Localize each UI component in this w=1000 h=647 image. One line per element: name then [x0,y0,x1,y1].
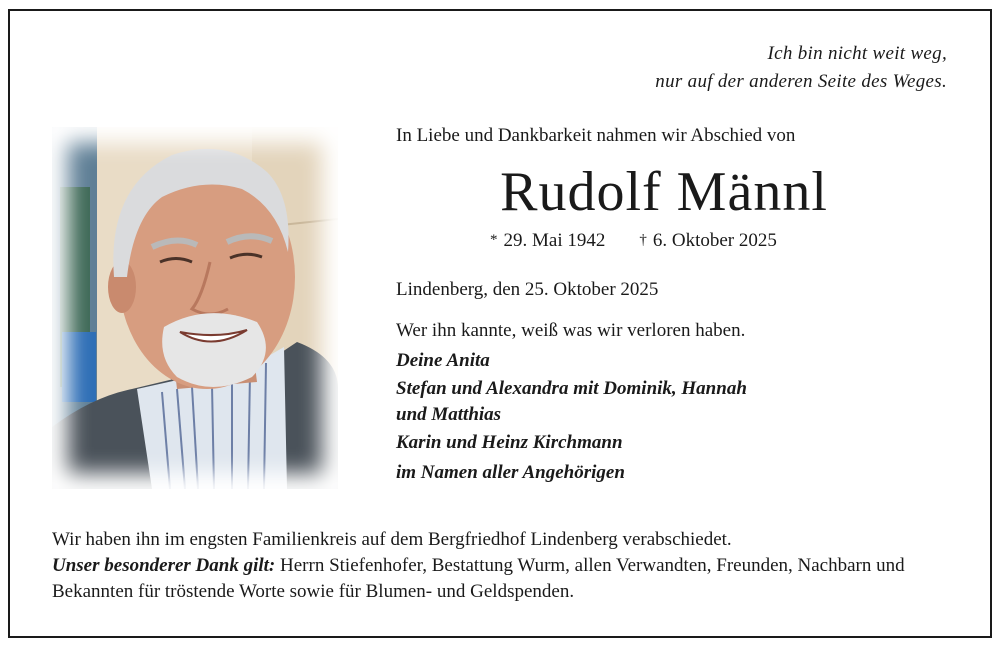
mourner-line: Stefan und Alexandra mit Dominik, Hannah [396,378,747,399]
thanks-text: Herrn Stiefenhofer, Bestattung Wurm, allen Verwandten, Freunden, Nachbarn und Bekannten für tröstende Worte sowie für Blumen- und Geldspenden. [52,555,905,602]
mourner-line: und Matthias [396,404,502,425]
mourner-line: im Namen aller Angehörigen [396,462,625,483]
life-dates [490,230,777,252]
footer-text [52,527,962,605]
quote-line-1: Ich bin nicht weit weg, [767,43,947,64]
thanks-label: Unser besonderer Dank gilt: [52,555,276,576]
place-and-date: Lindenberg, den 25. Oktober 2025 [396,279,659,300]
mourner-line: Karin und Heinz Kirchmann [396,432,623,453]
birth-date: 29. Mai 1942 [503,230,606,251]
birth-star-icon: * [490,232,498,248]
deceased-name: Rudolf Männl [500,161,828,223]
farewell-intro: In Liebe und Dankbarkeit nahmen wir Abschied von [396,125,796,146]
thanks-paragraph [52,553,962,605]
memorial-quote [655,40,947,96]
death-date: 6. Oktober 2025 [652,230,777,251]
birth-date-group [490,230,605,252]
death-cross-icon: † [639,232,647,248]
mourners-lead: Wer ihn kannte, weiß was wir verloren haben. [396,320,746,341]
death-date-group [639,230,777,252]
quote-line-2: nur auf der anderen Seite des Weges. [655,71,947,92]
portrait-photo [52,127,338,489]
mourners-block [396,316,916,488]
burial-note: Wir haben ihn im engsten Familienkreis auf dem Bergfriedhof Lindenberg verabschiedet. [52,529,732,550]
mourner-line: Deine Anita [396,350,490,371]
